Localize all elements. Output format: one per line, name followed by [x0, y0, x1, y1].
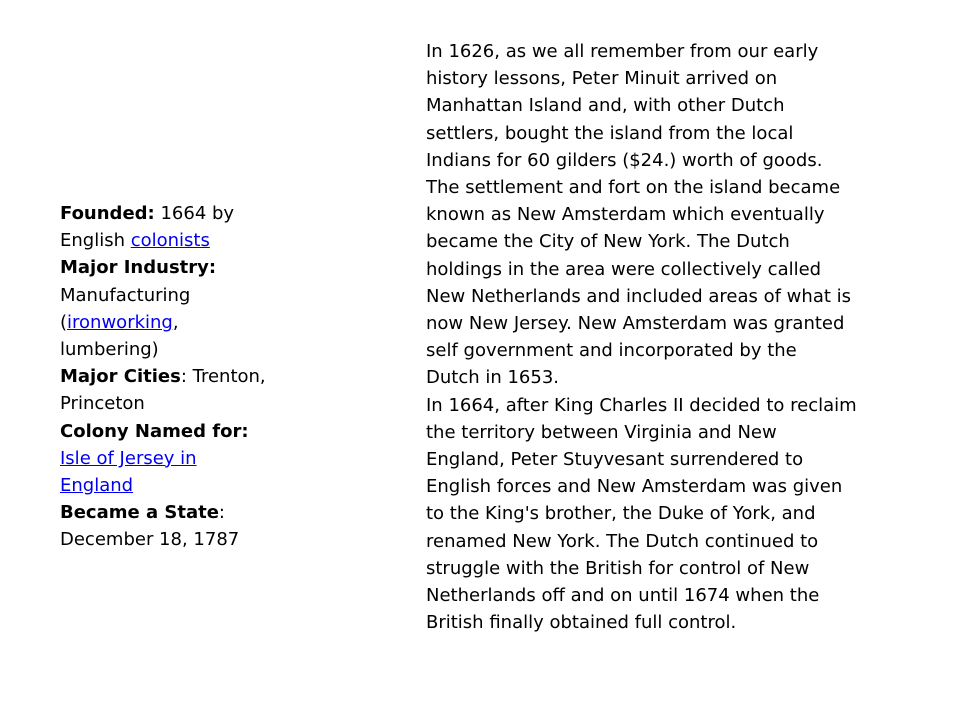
founded-line	[60, 200, 300, 227]
industry-value-line	[60, 282, 300, 309]
article-line: Manhattan Island and, with other Dutch	[426, 95, 785, 117]
article-line: In 1626, as we all remember from our early	[426, 41, 819, 62]
state-date-line	[60, 526, 300, 553]
article-line: now New Jersey. New Amsterdam was granted	[426, 313, 845, 335]
article-line: The settlement and fort on the island became	[426, 177, 841, 199]
england-link[interactable]: England	[60, 475, 134, 497]
industry-detail-line	[60, 309, 300, 336]
cities-value-2: Princeton	[60, 393, 145, 415]
article-line: the territory between Virginia and New	[426, 421, 777, 443]
article-line: renamed New York. The Dutch continued to	[426, 530, 819, 552]
industry-comma: ,	[172, 311, 179, 333]
cities-label: Major Cities	[60, 366, 181, 388]
article-line: In 1664, after King Charles II decided to reclaim	[426, 394, 857, 416]
article-line: New Netherlands and included areas of what is	[426, 285, 852, 307]
colonists-link[interactable]: colonists	[130, 230, 210, 252]
cities-line-2	[60, 390, 300, 417]
article-line: settlers, bought the island from the local	[426, 122, 794, 144]
cities-line	[60, 363, 300, 390]
named-label: Colony Named for:	[60, 420, 249, 442]
colony-facts	[60, 200, 300, 554]
article-line: to the King's brother, the Duke of York, and	[426, 503, 816, 525]
named-link-line-2	[60, 472, 300, 499]
named-label-line	[60, 418, 300, 445]
named-link-line	[60, 445, 300, 472]
industry-label: Major Industry:	[60, 257, 217, 279]
founded-by: English	[60, 230, 131, 252]
article-line: holdings in the area were collectively called	[426, 258, 822, 280]
cities-value: : Trenton,	[180, 366, 266, 388]
article-line: Dutch in 1653.	[426, 367, 560, 389]
founded-value: 1664 by	[154, 203, 235, 224]
state-value: December 18, 1787	[60, 529, 240, 551]
article-line: self government and incorporated by the	[426, 340, 797, 362]
history-article	[426, 38, 906, 636]
article-line: history lessons, Peter Minuit arrived on	[426, 68, 778, 90]
paren-open: (	[60, 311, 68, 333]
founded-line-2	[60, 227, 300, 254]
state-label: Became a State	[60, 502, 219, 524]
industry-value: Manufacturing	[60, 284, 191, 306]
isle-of-jersey-link[interactable]: Isle of Jersey in	[60, 447, 197, 469]
article-line: English forces and New Amsterdam was given	[426, 476, 843, 498]
article-line: Indians for 60 gilders ($24.) worth of goods.	[426, 149, 823, 171]
article-line: known as New Amsterdam which eventually	[426, 204, 825, 226]
industry-label-line	[60, 254, 300, 281]
article-line: became the City of New York. The Dutch	[426, 231, 790, 253]
founded-label: Founded:	[60, 203, 155, 224]
state-line	[60, 499, 300, 526]
industry-detail-line-2	[60, 336, 300, 363]
ironworking-link[interactable]: ironworking	[67, 311, 173, 333]
article-line: Netherlands off and on until 1674 when the	[426, 585, 820, 607]
industry-lumbering: lumbering)	[60, 339, 159, 361]
paragraph-2	[426, 392, 906, 637]
paragraph-1	[426, 38, 906, 392]
article-line: England, Peter Stuyvesant surrendered to	[426, 449, 804, 471]
article-line: British finally obtained full control.	[426, 612, 737, 634]
article-line: struggle with the British for control of New	[426, 557, 810, 579]
state-colon: :	[218, 502, 225, 524]
